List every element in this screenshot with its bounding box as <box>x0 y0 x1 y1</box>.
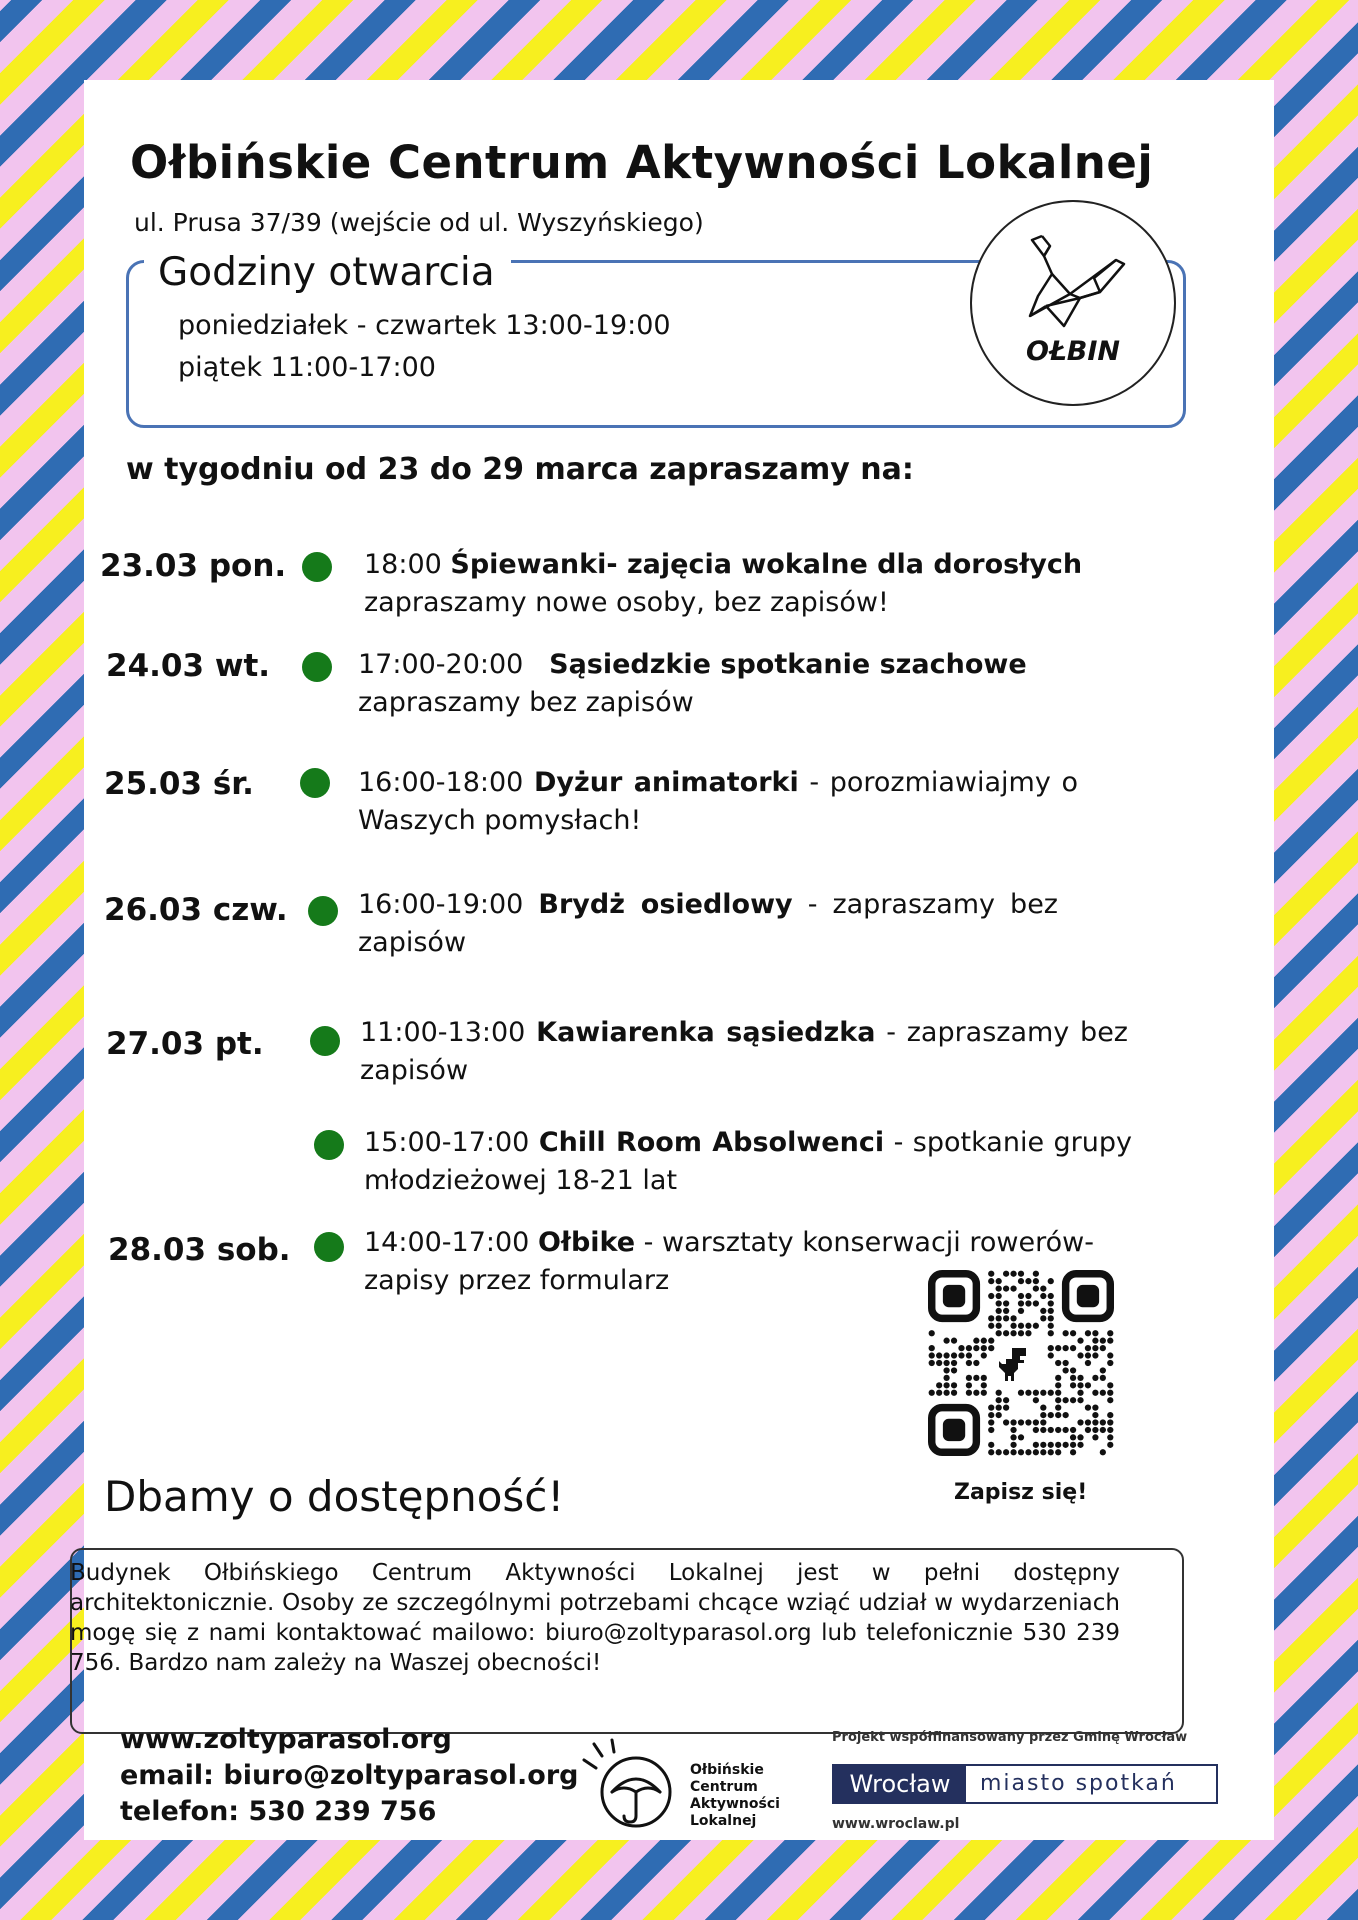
event-date: 25.03 śr. <box>104 766 254 802</box>
event-name: Ołbike <box>537 1227 636 1258</box>
contact-website[interactable]: www.zoltyparasol.org <box>120 1724 452 1755</box>
ocal-logo-line: Ołbińskie <box>690 1762 764 1778</box>
event-description: zapraszamy nowe osoby, bez zapisów! <box>364 587 889 618</box>
wroclaw-brand <box>832 1764 1218 1804</box>
event-item <box>364 1124 1132 1200</box>
contact-phone[interactable]: telefon: 530 239 756 <box>120 1796 437 1827</box>
qr-code-icon <box>928 1270 1114 1456</box>
event-item <box>360 1014 1128 1090</box>
event-description: - zapraszamy bez zapisów <box>358 889 1058 958</box>
ocal-logo-line: Lokalnej <box>690 1813 757 1829</box>
event-time: 18:00 <box>364 549 442 580</box>
event-item <box>364 546 1144 622</box>
event-description: zapraszamy bez zapisów <box>358 687 694 718</box>
wroclaw-url[interactable]: www.wroclaw.pl <box>832 1816 960 1832</box>
event-description: - porozmiawiajmy o Waszych pomysłach! <box>358 767 1078 836</box>
opening-hours-friday: piątek 11:00-17:00 <box>178 352 436 383</box>
event-bullet <box>314 1130 344 1160</box>
accessibility-text: Budynek Ołbińskiego Centrum Aktywności Lokalnej jest w pełni dostępny architektonicznie. Osoby ze szczególnymi potrzebami chcące wziąć udział w wydarzeniach mogę się z nami kontaktować mailowo: biuro@zoltyparasol.org lub telefonicznie 530 239 756. Bardzo nam zależy na Waszej obecności! <box>70 1560 1120 1676</box>
event-time: 11:00-13:00 <box>360 1017 526 1048</box>
umbrella-icon <box>574 1738 684 1838</box>
event-time: 15:00-17:00 <box>364 1127 530 1158</box>
accessibility-title: Dbamy o dostępność! <box>104 1472 565 1521</box>
event-date: 23.03 pon. <box>100 548 287 584</box>
poster-sheet <box>70 80 1274 1840</box>
event-name: Kawiarenka sąsiedzka <box>536 1017 876 1048</box>
event-description: - zapraszamy bez zapisów <box>360 1017 1128 1086</box>
event-name: Brydż osiedlowy <box>538 889 793 920</box>
event-time: 16:00-18:00 <box>358 767 524 798</box>
event-bullet <box>302 552 332 582</box>
event-bullet <box>314 1232 344 1262</box>
event-description: - warsztaty konserwacji rowerów- zapisy przez formularz <box>364 1227 1094 1296</box>
event-time: 17:00-20:00 <box>358 649 524 680</box>
qr-label: Zapisz się! <box>954 1480 1088 1505</box>
event-date: 26.03 czw. <box>104 892 288 928</box>
event-item <box>358 764 1078 840</box>
event-name: Sąsiedzkie spotkanie szachowe <box>549 649 1027 680</box>
event-name: Śpiewanki- zajęcia wokalne dla dorosłych <box>450 549 1083 580</box>
event-name: Dyżur animatorki <box>534 767 799 798</box>
wroclaw-brand-left: Wrocław <box>834 1766 966 1802</box>
event-bullet <box>310 1026 340 1056</box>
qr-code[interactable] <box>928 1270 1114 1456</box>
event-bullet <box>302 652 332 682</box>
logo-text: OŁBIN <box>1026 336 1120 367</box>
page-title: Ołbińskie Centrum Aktywności Lokalnej <box>130 136 1154 189</box>
event-date: 27.03 pt. <box>106 1026 264 1062</box>
event-item <box>358 886 1058 962</box>
olbin-logo <box>970 200 1176 406</box>
event-name: Chill Room Absolwenci <box>538 1127 885 1158</box>
ocal-logo-line: Centrum <box>690 1779 758 1795</box>
event-date: 24.03 wt. <box>106 648 271 684</box>
funding-note: Projekt współfinansowany przez Gminę Wrocław <box>832 1730 1188 1745</box>
ocal-logo-text <box>690 1762 780 1830</box>
opening-hours-weekdays: poniedziałek - czwartek 13:00-19:00 <box>178 310 671 341</box>
event-date: 28.03 sob. <box>108 1232 291 1268</box>
event-time: 16:00-19:00 <box>358 889 524 920</box>
ocal-logo-line: Aktywności <box>690 1796 780 1812</box>
contact-email[interactable]: email: biuro@zoltyparasol.org <box>120 1760 579 1791</box>
event-description: - spotkanie grupy młodzieżowej 18-21 lat <box>364 1127 1132 1196</box>
wroclaw-brand-right: miasto spotkań <box>980 1771 1177 1796</box>
opening-hours-title: Godziny otwarcia <box>144 250 511 295</box>
address: ul. Prusa 37/39 (wejście od ul. Wyszyńskiego) <box>134 208 704 237</box>
event-item <box>358 646 1138 722</box>
week-heading: w tygodniu od 23 do 29 marca zapraszamy na: <box>126 452 914 487</box>
event-bullet <box>308 896 338 926</box>
event-time: 14:00-17:00 <box>364 1227 530 1258</box>
origami-swan-icon <box>1020 234 1130 330</box>
event-bullet <box>300 768 330 798</box>
